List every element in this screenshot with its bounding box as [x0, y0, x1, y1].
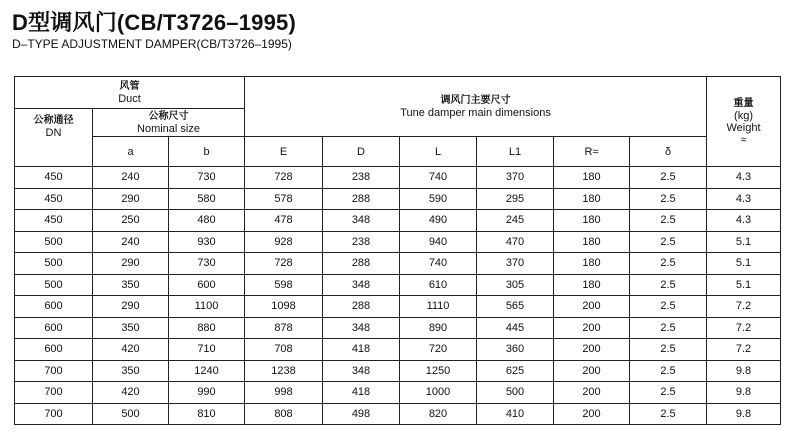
- duct-header: [15, 77, 245, 109]
- cell-l: 820: [400, 403, 477, 425]
- cell-b: 710: [169, 339, 245, 361]
- cell-weight: 7.2: [707, 317, 781, 339]
- page-subtitle: D–TYPE ADJUSTMENT DAMPER(CB/T3726–1995): [12, 37, 292, 51]
- cell-weight: 5.1: [707, 253, 781, 275]
- table-header: [15, 77, 781, 167]
- cell-r: 200: [554, 317, 630, 339]
- cell-weight: 9.8: [707, 403, 781, 425]
- cell-e: 598: [245, 274, 323, 296]
- cell-dn: 700: [15, 360, 93, 382]
- cell-l: 890: [400, 317, 477, 339]
- table-row: [15, 253, 781, 275]
- cell-l: 1250: [400, 360, 477, 382]
- col-header-l: L: [400, 137, 477, 167]
- cell-e: 1238: [245, 360, 323, 382]
- nominal-size-header: [93, 109, 245, 137]
- cell-l: 1000: [400, 382, 477, 404]
- cell-r: 180: [554, 210, 630, 232]
- tune-damper-header: [245, 77, 707, 137]
- cell-r: 200: [554, 382, 630, 404]
- cell-l1: 625: [477, 360, 554, 382]
- cell-d: 288: [323, 188, 400, 210]
- cell-dn: 450: [15, 210, 93, 232]
- col-header-e: E: [245, 137, 323, 167]
- table-row: [15, 231, 781, 253]
- cell-l1: 370: [477, 167, 554, 189]
- cell-b: 1240: [169, 360, 245, 382]
- cell-a: 240: [93, 167, 169, 189]
- cell-delta: 2.5: [630, 317, 707, 339]
- cell-a: 240: [93, 231, 169, 253]
- cell-d: 288: [323, 253, 400, 275]
- cell-delta: 2.5: [630, 360, 707, 382]
- cell-d: 418: [323, 382, 400, 404]
- cell-dn: 500: [15, 231, 93, 253]
- cell-a: 500: [93, 403, 169, 425]
- col-header-b: b: [169, 137, 245, 167]
- cell-l: 740: [400, 253, 477, 275]
- cell-delta: 2.5: [630, 167, 707, 189]
- cell-dn: 700: [15, 382, 93, 404]
- cell-l1: 445: [477, 317, 554, 339]
- cell-e: 708: [245, 339, 323, 361]
- cell-dn: 450: [15, 188, 93, 210]
- dn-header-cn: 公称通径: [33, 115, 74, 126]
- cell-a: 420: [93, 339, 169, 361]
- cell-l: 740: [400, 167, 477, 189]
- cell-b: 810: [169, 403, 245, 425]
- cell-l1: 305: [477, 274, 554, 296]
- cell-r: 200: [554, 403, 630, 425]
- col-header-d: D: [323, 137, 400, 167]
- cell-dn: 600: [15, 296, 93, 318]
- nominal-header-cn: 公称尺寸: [148, 110, 189, 122]
- duct-header-en: Duct: [118, 92, 141, 105]
- cell-weight: 4.3: [707, 167, 781, 189]
- table-row: [15, 274, 781, 296]
- cell-l1: 370: [477, 253, 554, 275]
- cell-dn: 500: [15, 274, 93, 296]
- cell-b: 730: [169, 253, 245, 275]
- cell-l1: 245: [477, 210, 554, 232]
- cell-weight: 5.1: [707, 231, 781, 253]
- weight-header: [707, 77, 781, 167]
- cell-r: 180: [554, 188, 630, 210]
- cell-delta: 2.5: [630, 210, 707, 232]
- cell-a: 350: [93, 360, 169, 382]
- cell-b: 480: [169, 210, 245, 232]
- dn-header: [15, 109, 93, 167]
- cell-weight: 9.8: [707, 360, 781, 382]
- cell-r: 180: [554, 167, 630, 189]
- cell-l1: 295: [477, 188, 554, 210]
- table-row: [15, 317, 781, 339]
- cell-d: 498: [323, 403, 400, 425]
- cell-b: 930: [169, 231, 245, 253]
- damper-spec-table: [14, 76, 781, 425]
- cell-e: 1098: [245, 296, 323, 318]
- cell-b: 1100: [169, 296, 245, 318]
- cell-r: 200: [554, 296, 630, 318]
- cell-d: 348: [323, 274, 400, 296]
- cell-r: 180: [554, 231, 630, 253]
- cell-e: 728: [245, 253, 323, 275]
- tune-header-en: Tune damper main dimensions: [400, 106, 551, 119]
- cell-weight: 7.2: [707, 296, 781, 318]
- table-row: [15, 360, 781, 382]
- cell-a: 290: [93, 296, 169, 318]
- tune-header-cn: 调风门主要尺寸: [440, 94, 511, 106]
- cell-l: 940: [400, 231, 477, 253]
- cell-delta: 2.5: [630, 339, 707, 361]
- cell-l1: 565: [477, 296, 554, 318]
- cell-r: 200: [554, 360, 630, 382]
- dn-header-en: DN: [45, 127, 62, 139]
- col-header-l1: L1: [477, 137, 554, 167]
- cell-l: 610: [400, 274, 477, 296]
- cell-l1: 410: [477, 403, 554, 425]
- cell-a: 420: [93, 382, 169, 404]
- table-row: [15, 382, 781, 404]
- cell-d: 418: [323, 339, 400, 361]
- cell-weight: 7.2: [707, 339, 781, 361]
- cell-l1: 470: [477, 231, 554, 253]
- cell-weight: 4.3: [707, 210, 781, 232]
- cell-l: 1110: [400, 296, 477, 318]
- col-header-delta: δ: [630, 137, 707, 167]
- page-title: D型调风门(CB/T3726–1995): [12, 10, 296, 35]
- cell-delta: 2.5: [630, 188, 707, 210]
- cell-delta: 2.5: [630, 403, 707, 425]
- cell-e: 728: [245, 167, 323, 189]
- cell-e: 808: [245, 403, 323, 425]
- table-row: [15, 296, 781, 318]
- table-row: [15, 210, 781, 232]
- cell-d: 288: [323, 296, 400, 318]
- cell-dn: 450: [15, 167, 93, 189]
- cell-weight: 5.1: [707, 274, 781, 296]
- cell-l1: 360: [477, 339, 554, 361]
- table-body: [15, 167, 781, 425]
- cell-b: 990: [169, 382, 245, 404]
- cell-weight: 4.3: [707, 188, 781, 210]
- cell-delta: 2.5: [630, 231, 707, 253]
- table-row: [15, 339, 781, 361]
- cell-d: 348: [323, 317, 400, 339]
- cell-b: 580: [169, 188, 245, 210]
- duct-header-cn: 风管: [119, 80, 140, 92]
- cell-a: 290: [93, 188, 169, 210]
- cell-weight: 9.8: [707, 382, 781, 404]
- cell-b: 730: [169, 167, 245, 189]
- cell-l: 720: [400, 339, 477, 361]
- cell-r: 200: [554, 339, 630, 361]
- table-row: [15, 188, 781, 210]
- cell-l: 490: [400, 210, 477, 232]
- cell-dn: 600: [15, 317, 93, 339]
- cell-dn: 700: [15, 403, 93, 425]
- cell-a: 350: [93, 317, 169, 339]
- col-header-r: R≈: [554, 137, 630, 167]
- cell-delta: 2.5: [630, 274, 707, 296]
- weight-header-unit: (kg): [734, 109, 753, 122]
- cell-delta: 2.5: [630, 253, 707, 275]
- weight-header-cn: 重量: [733, 97, 754, 109]
- cell-l: 590: [400, 188, 477, 210]
- cell-r: 180: [554, 274, 630, 296]
- col-header-a: a: [93, 137, 169, 167]
- nominal-header-en: Nominal size: [137, 122, 200, 135]
- table-row: [15, 167, 781, 189]
- cell-r: 180: [554, 253, 630, 275]
- cell-delta: 2.5: [630, 296, 707, 318]
- cell-b: 880: [169, 317, 245, 339]
- cell-a: 350: [93, 274, 169, 296]
- cell-a: 290: [93, 253, 169, 275]
- cell-e: 478: [245, 210, 323, 232]
- cell-dn: 600: [15, 339, 93, 361]
- cell-e: 998: [245, 382, 323, 404]
- cell-delta: 2.5: [630, 382, 707, 404]
- cell-dn: 500: [15, 253, 93, 275]
- table-row: [15, 403, 781, 425]
- cell-d: 348: [323, 360, 400, 382]
- cell-b: 600: [169, 274, 245, 296]
- cell-e: 928: [245, 231, 323, 253]
- cell-a: 250: [93, 210, 169, 232]
- cell-l1: 500: [477, 382, 554, 404]
- cell-e: 878: [245, 317, 323, 339]
- weight-header-en: Weight: [726, 121, 761, 134]
- cell-d: 238: [323, 231, 400, 253]
- cell-d: 348: [323, 210, 400, 232]
- weight-header-symbol: ≈: [740, 133, 747, 146]
- cell-d: 238: [323, 167, 400, 189]
- cell-e: 578: [245, 188, 323, 210]
